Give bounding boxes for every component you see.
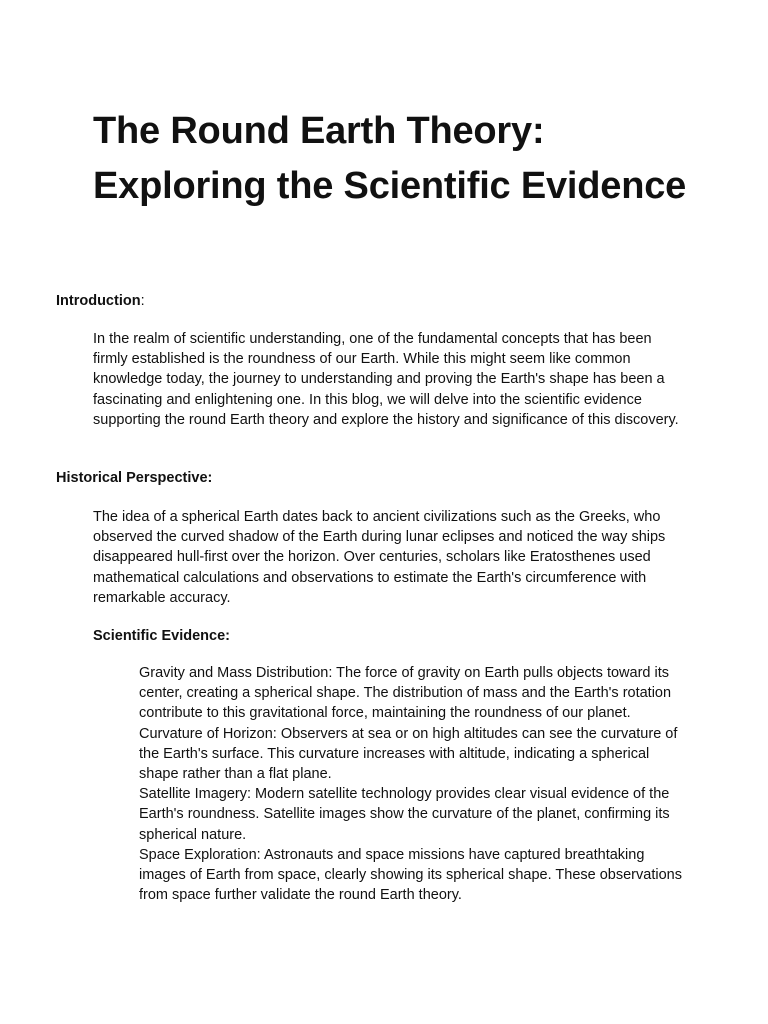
- scientific-evidence-label: Scientific Evidence:: [93, 628, 230, 644]
- evidence-item-satellite: Satellite Imagery: Modern satellite technology provides clear visual evidence of the Earth's roundness. Satellite images show the curvature of the planet, confirming its spherical nature.: [139, 786, 670, 843]
- evidence-item-gravity: Gravity and Mass Distribution: The force of gravity on Earth pulls objects toward its center, creating a spherical shape. The distribution of mass and the Earth's rotation contribute to this gravitational force, maintaining the roundness of our planet.: [139, 665, 672, 722]
- introduction-heading-colon: :: [140, 293, 145, 309]
- evidence-item-space: Space Exploration: Astronauts and space missions have captured breathtaking images of Earth from space, clearly showing its spherical shape. These observations from space further validate the round Earth theory.: [139, 846, 682, 904]
- introduction-heading: [56, 291, 145, 311]
- historical-perspective-label: Historical Perspective:: [56, 470, 213, 486]
- introduction-paragraph: In the realm of scientific understanding, one of the fundamental concepts that has been firmly established is the roundness of our Earth. While this might seem like common knowledge today, the journey to understanding and proving the Earth's shape has been a fascinating and enlightening one. In this blog, we will delve into the scientific evidence supporting the round Earth theory and explore the history and significance of this discovery.: [93, 331, 679, 428]
- evidence-item-horizon: Curvature of Horizon: Observers at sea or on high altitudes can see the curvature of the Earth's surface. This curvature increases with altitude, indicating a spherical shape rather than a flat plane.: [139, 725, 678, 783]
- scientific-evidence-heading: [93, 626, 230, 646]
- historical-perspective-paragraph: The idea of a spherical Earth dates back to ancient civilizations such as the Greeks, who observed the curved shadow of the Earth during lunar eclipses and noticed the way ships disappeared hull-first over the horizon. Over centuries, scholars like Eratosthenes used mathematical calculations and observations to estimate the Earth's circumference with remarkable accuracy.: [93, 509, 666, 606]
- page-title: The Round Earth Theory: Exploring the Scientific Evidence: [93, 110, 687, 207]
- introduction-heading-label: Introduction: [56, 293, 141, 309]
- historical-perspective-heading: [56, 468, 212, 488]
- evidence-list: [139, 663, 689, 905]
